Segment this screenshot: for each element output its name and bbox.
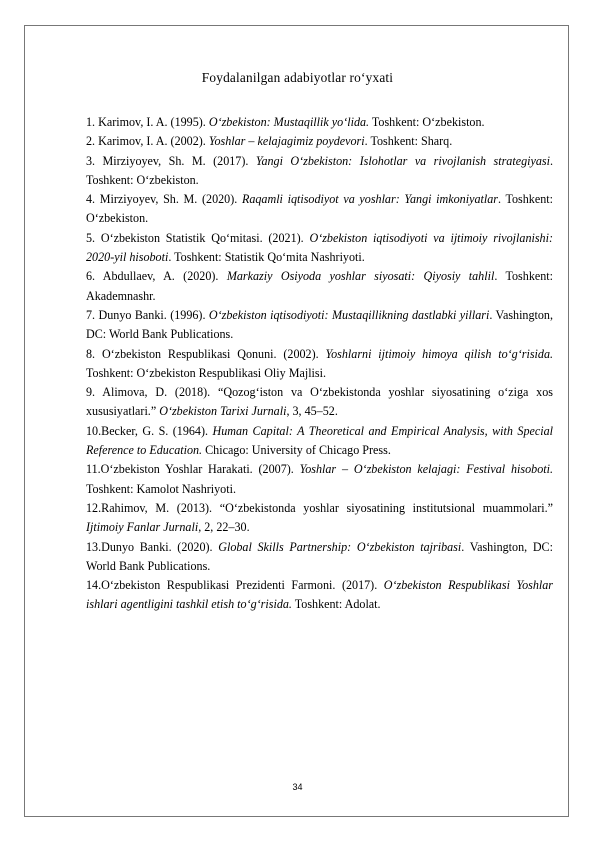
reference-publisher: . Toshkent: Statistik Qo‘mita Nashriyoti.	[168, 250, 365, 265]
reference-work-title: Yoshlar – O‘zbekiston kelajagi: Festival hisoboti.	[299, 462, 553, 477]
reference-number: 10.	[86, 423, 102, 438]
reference-author: Alimova, D. (2018). “Qozog‘iston va O‘zbekistonda yoshlar siyosatining o‘ziga xos xususiyatlari.”	[86, 385, 553, 419]
reference-number: 7.	[86, 307, 96, 322]
reference-number: 14.	[86, 578, 102, 593]
reference-work-title: Ijtimoiy Fanlar Jurnali	[86, 520, 199, 535]
reference-author: O‘zbekiston Yoshlar Harakati. (2007).	[100, 462, 300, 477]
reference-number: 5.	[86, 230, 96, 245]
reference-author: Abdullaev, A. (2020).	[102, 269, 227, 284]
reference-author: O‘zbekiston Respublikasi Qonuni. (2002).	[101, 346, 326, 361]
reference-item	[86, 229, 553, 268]
reference-author: Karimov, I. A. (1995).	[98, 115, 209, 129]
page-title: Foydalanilgan adabiyotlar ro‘yxati	[201, 70, 394, 85]
reference-author: Mirziyoyev, Sh. M. (2020).	[99, 192, 242, 207]
reference-author: Dunyo Banki. (2020).	[101, 539, 219, 554]
reference-publisher: . Vashington, DC: World Bank Publications.	[86, 307, 554, 342]
reference-publisher: Toshkent: Kamolot Nashriyoti.	[86, 481, 236, 496]
reference-author: Karimov, I. A. (2002).	[98, 134, 209, 149]
reference-work-title: Markaziy Osiyoda yoshlar siyosati: Qiyosiy tahlil	[226, 269, 495, 284]
reference-number: 9.	[86, 385, 96, 400]
reference-item	[86, 113, 553, 132]
reference-number: 12.	[86, 500, 102, 515]
reference-number: 6.	[86, 269, 96, 284]
reference-work-title: Global Skills Partnership: O‘zbekiston tajribasi	[218, 539, 462, 554]
reference-author: Dunyo Banki. (1996).	[98, 307, 209, 322]
reference-author: Becker, G. S. (1964).	[101, 423, 213, 438]
reference-publisher: . Toshkent: O‘zbekiston.	[86, 192, 553, 226]
reference-number: 1.	[86, 115, 96, 129]
reference-work-title: O‘zbekiston: Mustaqillik yo‘lida.	[208, 115, 370, 129]
reference-item	[86, 422, 553, 461]
reference-number: 4.	[86, 192, 96, 207]
reference-author: O‘zbekiston Statistik Qo‘mitasi. (2021).	[100, 230, 310, 245]
reference-publisher: . Vashington, DC: World Bank Publications.	[86, 539, 553, 573]
reference-work-title: Yoshlarni ijtimoiy himoya qilish to‘g‘risida.	[325, 346, 554, 361]
reference-number: 2.	[86, 134, 96, 149]
reference-work-title: Human Capital: A Theoretical and Empirical Analysis, with Special Reference to Education.	[86, 423, 553, 458]
reference-item	[86, 499, 553, 538]
reference-work-title: Yangi O‘zbekiston: Islohotlar va rivojlanish strategiyasi	[255, 153, 550, 168]
reference-item	[86, 132, 553, 151]
reference-publisher: . Toshkent: Akademnashr.	[86, 269, 553, 303]
reference-publisher: Toshkent: Adolat.	[291, 597, 381, 612]
reference-item	[86, 306, 553, 345]
reference-item	[86, 345, 553, 384]
reference-publisher: , 2, 22–30.	[198, 520, 250, 535]
page-number: 34	[292, 782, 303, 792]
reference-item	[86, 576, 553, 615]
reference-number: 11.	[86, 462, 101, 477]
reference-work-title: O‘zbekiston iqtisodiyoti: Mustaqillikning dastlabki yillari	[208, 307, 490, 322]
reference-number: 8.	[86, 346, 96, 361]
reference-number: 13.	[86, 539, 102, 554]
reference-work-title: O‘zbekiston Respublikasi Yoshlar ishlari agentligini tashkil etish to‘g‘risida.	[86, 578, 554, 612]
reference-publisher: Toshkent: O‘zbekiston Respublikasi Oliy Majlisi.	[86, 365, 327, 380]
reference-item	[86, 152, 553, 191]
reference-publisher: , 3, 45–52.	[286, 404, 338, 419]
reference-item	[86, 538, 553, 577]
reference-publisher: Toshkent: O‘zbekiston.	[369, 115, 485, 129]
reference-author: Rahimov, M. (2013). “O‘zbekistonda yoshlar siyosatining institutsional muammolari.”	[101, 500, 553, 515]
reference-item	[86, 460, 553, 499]
reference-item	[86, 383, 553, 422]
reference-number: 3.	[86, 153, 96, 168]
reference-list	[86, 113, 553, 615]
reference-publisher: . Toshkent: Sharq.	[364, 134, 453, 149]
reference-publisher: Chicago: University of Chicago Press.	[202, 443, 391, 458]
reference-publisher: . Toshkent: O‘zbekiston.	[86, 153, 554, 187]
reference-author: Mirziyoyev, Sh. M. (2017).	[102, 153, 256, 168]
reference-work-title: Yoshlar – kelajagimiz poydevori	[208, 134, 365, 149]
reference-author: O‘zbekiston Respublikasi Prezidenti Farmoni. (2017).	[101, 578, 384, 593]
reference-work-title: O‘zbekiston iqtisodiyoti va ijtimoiy rivojlanishi: 2020-yil hisoboti	[86, 230, 553, 265]
reference-work-title: O‘zbekiston Tarixi Jurnali	[159, 404, 287, 419]
reference-item	[86, 267, 553, 306]
reference-item	[86, 190, 553, 229]
reference-work-title: Raqamli iqtisodiyot va yoshlar: Yangi imkoniyatlar	[241, 192, 498, 207]
